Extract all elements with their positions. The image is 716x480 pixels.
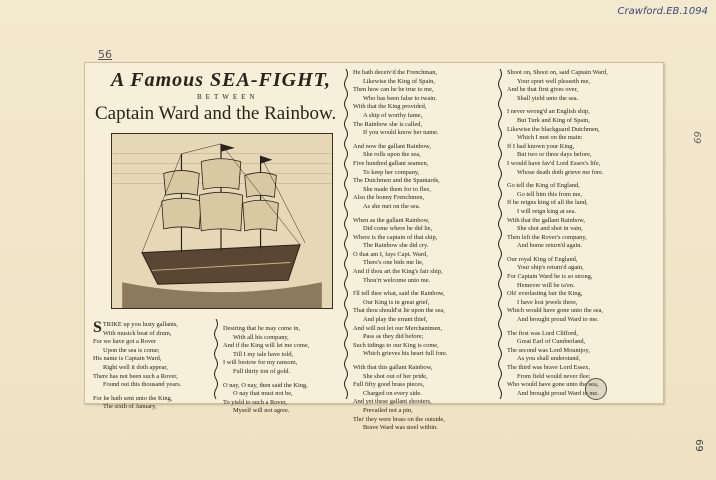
side-number: 69 xyxy=(692,439,704,452)
verse-line: Go tell the King of England, xyxy=(507,182,580,190)
verse-line: I have lost jewels three, xyxy=(517,298,578,306)
verse-line: Myself will not agree. xyxy=(233,407,290,415)
verse-line: Then how can he be true to me, xyxy=(353,86,434,94)
ballad-between: BETWEEN xyxy=(197,93,259,101)
drop-cap: S xyxy=(93,319,102,336)
verse-line: And brought proud Ward to me. xyxy=(517,316,599,324)
verse-line: Did come where he did lie, xyxy=(363,225,433,233)
verse-line: And will not let our Merchantmen, xyxy=(353,324,443,332)
verse-column-2 xyxy=(223,325,309,416)
verse-line: Full thirty ton of gold. xyxy=(233,367,290,375)
ship-woodcut xyxy=(111,133,333,309)
verse-line: Great Earl of Cumberland, xyxy=(517,338,586,346)
verse-line: The third was brave Lord Essex, xyxy=(507,364,591,371)
verse-line: For Captain Ward he is so strong, xyxy=(507,273,593,281)
verse-line: Such tidings to our King is come, xyxy=(353,341,439,349)
verse-line: She shot out of her pride, xyxy=(363,372,428,380)
verse-line: Desiring that he may come in, xyxy=(223,325,301,332)
ballad-title-line1: A Famous SEA-FIGHT, xyxy=(111,69,332,91)
verse-line: If you would know her name. xyxy=(363,129,439,137)
verse-line: Who would have gone unto the sea, xyxy=(507,381,599,389)
verse-column-4 xyxy=(507,69,608,403)
verse-line: For he hath sent unto the King, xyxy=(93,394,173,402)
verse-line: And brought proud Ward to me. xyxy=(517,389,599,397)
verse-line: Upon the sea is come; xyxy=(103,346,160,354)
verse-line: Full fifty good brass pieces, xyxy=(353,381,425,389)
verse-column-3 xyxy=(353,69,447,438)
verse-line: Likewise the blackguard Dutchmen, xyxy=(507,125,600,133)
verse-line: She rolls upon the sea, xyxy=(363,151,421,159)
verse-line: Prevailed not a pin, xyxy=(363,406,413,414)
verse-line: The Rainbow she did cry. xyxy=(363,242,429,250)
verse-line: Your ship's return'd again, xyxy=(517,264,584,272)
verse-line: Oh! everlasting fair the King, xyxy=(507,290,583,298)
column-rule-3 xyxy=(213,319,219,403)
verse-line: If I had known your King, xyxy=(507,142,575,150)
verse-line: Which would have gone unto the sea, xyxy=(507,307,604,315)
pencil-number: 56 xyxy=(98,48,112,61)
verse-line: With musick beat of drum, xyxy=(103,329,172,337)
verse-line: And if the King will let me come, xyxy=(223,342,310,350)
verse-line: The sixth of January, xyxy=(103,403,157,411)
verse-line: Five hundred gallant seamen, xyxy=(353,159,429,167)
verse-line: The Dutchmen and the Spaniards, xyxy=(353,177,440,185)
verse-line: Which grieves his heart full fore. xyxy=(363,350,448,358)
verse-line: Tho' they were brass on the outside, xyxy=(353,415,445,423)
verse-line: O nay that must not be, xyxy=(233,390,293,398)
verse-line: To yield to such a Rover, xyxy=(223,398,287,406)
verse-line: Then left the Rover's company, xyxy=(507,233,587,241)
verse-line: Which I met on the main: xyxy=(517,134,583,142)
verse-line: With that this gallant Rainbow, xyxy=(353,364,433,371)
side-mark: 69 xyxy=(690,131,702,144)
verse-line: He hath deceiv'd the Frenchman, xyxy=(353,69,438,76)
ballad-title-line2: Captain Ward and the Rainbow. xyxy=(95,103,337,124)
verse-line: And yet these gallant shooters, xyxy=(353,398,432,406)
verse-line: I will reign king at sea. xyxy=(517,207,576,215)
verse-line: She made them for to flee, xyxy=(363,185,431,193)
verse-line: As she met on the sea. xyxy=(363,202,421,210)
verse-line: The Rainbow she is called, xyxy=(353,120,423,128)
verse-line: Shoot on, Shoot on, said Captain Ward, xyxy=(507,69,608,76)
verse-line: Whose death doth grieve me fore. xyxy=(517,168,604,176)
verse-line: If he reigns king of all the land, xyxy=(507,199,588,207)
verse-line: Till I my tale have told, xyxy=(233,350,294,358)
verse-line: Right well it doth appear, xyxy=(103,363,168,371)
verse-line: O nay, O nay, then said the King, xyxy=(223,381,308,389)
verse-column-1 xyxy=(93,321,181,412)
verse-line: I would have fav'd Lord Essex's life, xyxy=(507,159,601,167)
verse-line: Our royal King of England, xyxy=(507,255,578,263)
verse-line: I'll tell thee what, said the Rainbow, xyxy=(353,290,445,298)
verse-line: With that the King provided, xyxy=(353,103,427,111)
verse-line: Shall yield unto the sea. xyxy=(517,94,579,102)
verse-line: I will bestow for my ransom, xyxy=(223,359,298,367)
verse-line: Your sport well pleaseth me, xyxy=(517,77,591,85)
verse-line: With all his company, xyxy=(233,333,289,341)
verse-line: A ship of worthy fame, xyxy=(363,111,423,119)
verse-line: Our King is in great grief, xyxy=(363,298,430,306)
verse-line: TRIKE up you lusty gallants, xyxy=(102,321,178,328)
verse-line: O that am I, fays Capt. Ward, xyxy=(353,250,428,258)
verse-line: When as the gallant Rainbow, xyxy=(353,216,430,224)
verse-line: And he that first gives over, xyxy=(507,86,579,94)
verse-line: That thou should'st lie upon the sea, xyxy=(353,307,445,315)
verse-line: His name is Captain Ward, xyxy=(93,355,162,363)
verse-line: The second was Lord Mountjoy, xyxy=(507,346,590,354)
verse-line: There's one bids me lie, xyxy=(363,259,424,267)
verse-line: Thou'rt welcome unto me. xyxy=(363,276,431,284)
verse-line: From field would never flee; xyxy=(517,372,591,380)
verse-line: And if thou art the King's fair ship, xyxy=(353,268,443,276)
column-rule-1 xyxy=(343,69,349,399)
column-rule-2 xyxy=(497,69,503,399)
verse-line: Found out this thousand years. xyxy=(103,381,182,389)
verse-line: The first was Lord Clifford, xyxy=(507,329,579,337)
verse-line: Go tell him this from me, xyxy=(517,190,582,198)
verse-line: But Turk and King of Spain, xyxy=(517,116,590,124)
verse-line: And home return'd again. xyxy=(517,242,583,250)
verse-line: Hemever will be ta'en. xyxy=(517,281,575,289)
shelfmark: Crawford.EB.1094 xyxy=(617,6,708,17)
verse-line: Pass as they did before; xyxy=(363,333,424,341)
verse-line: There has not been such a Rover, xyxy=(93,372,178,380)
verse-line: Brave Ward was steel within. xyxy=(363,424,438,432)
verse-line: But two or three days before, xyxy=(517,151,592,159)
verse-line: Who has been false to twain. xyxy=(363,94,437,102)
verse-line: To keep her company, xyxy=(363,168,420,176)
verse-line: Also the bonny Frenchmen, xyxy=(353,194,424,202)
verse-line: With that the gallant Rainbow, xyxy=(507,216,585,224)
library-stamp xyxy=(585,378,607,400)
verse-line: Charged on every side. xyxy=(363,389,422,397)
verse-line: She shot and shot in vain, xyxy=(517,225,583,233)
verse-line: Where is the captain of that ship, xyxy=(353,233,438,241)
ballad-sheet xyxy=(84,62,664,432)
ship-illustration xyxy=(112,134,332,308)
verse-line: For we have got a Rover xyxy=(93,338,157,346)
verse-line: And now the gallant Rainbow, xyxy=(353,142,431,150)
verse-line: And play the errant thief, xyxy=(363,316,428,324)
verse-line: I never wrong'd an English ship, xyxy=(507,108,590,116)
verse-line: As you shall understand, xyxy=(517,355,581,363)
verse-line: Likewise the King of Spain, xyxy=(363,77,435,85)
